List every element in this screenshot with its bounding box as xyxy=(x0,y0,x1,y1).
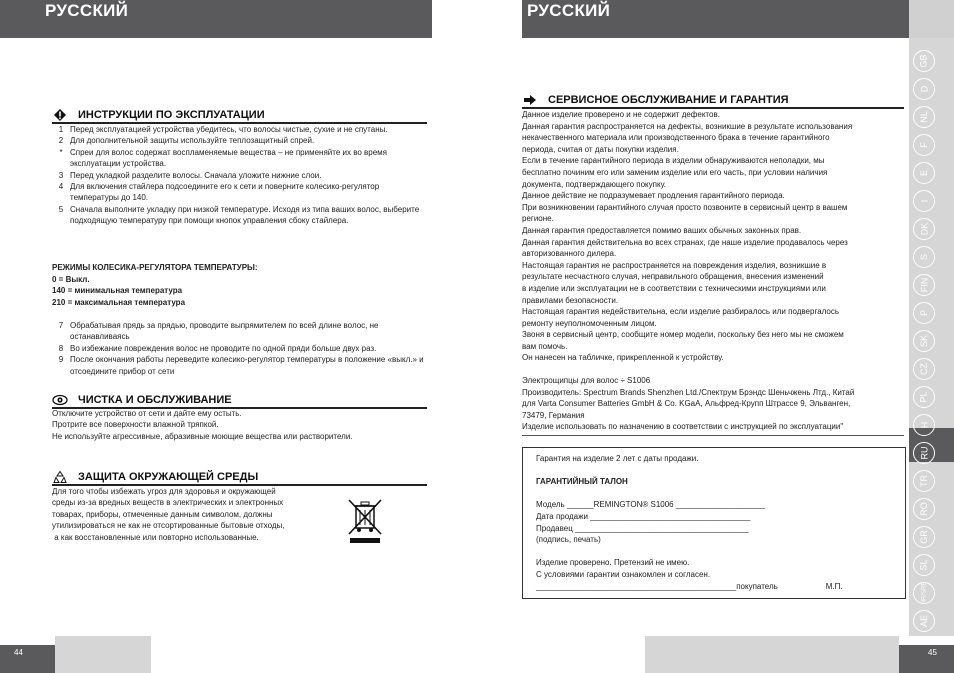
language-tab-label: CZ xyxy=(919,363,929,375)
language-tab-label: D xyxy=(919,85,929,93)
language-tab-label: SK xyxy=(918,334,929,348)
language-tab-ru[interactable] xyxy=(913,442,935,464)
language-tab-label: SL xyxy=(918,559,929,571)
language-tab-label: AE xyxy=(918,614,929,628)
language-tab-i[interactable] xyxy=(913,190,935,212)
language-tab-pl[interactable] xyxy=(913,386,935,408)
language-tab-label: P xyxy=(918,309,929,317)
recycle-icon xyxy=(52,470,68,484)
modes-block xyxy=(52,262,428,308)
language-tab-h[interactable] xyxy=(913,414,935,436)
coupon-buyer: _____________________________________________покупатель xyxy=(536,581,778,591)
language-tab-dk[interactable] xyxy=(913,218,935,240)
language-tab-fin[interactable] xyxy=(913,274,935,296)
language-tab-gb[interactable] xyxy=(913,50,935,72)
right-page-number: 45 xyxy=(928,648,937,657)
left-footer-bar xyxy=(0,645,55,673)
crossed-bin-icon xyxy=(346,498,384,544)
language-tab-label: H xyxy=(919,421,929,429)
service-title: СЕРВИСНОЕ ОБСЛУЖИВАНИЕ И ГАРАНТИЯ xyxy=(548,94,789,106)
instructions-list-2: 7 Обрабатывая прядь за прядью, проводите выпрямителем по всей длине волос, не останавливаясь 8 Во избежание повреждения волос не проводите по одной пряди больше двух раз. 9 После окончания работы переведите колесико-регулятор температуры в положение «выкл.» и отсоедините прибор от сети xyxy=(58,321,424,376)
coupon-checked: Изделие проверено. Претензий не имею. xyxy=(536,558,690,568)
language-tab-label: S xyxy=(918,253,929,261)
modes-title: РЕЖИМЫ КОЛЕСИКА-РЕГУЛЯТОРА ТЕМПЕРАТУРЫ: xyxy=(52,263,258,272)
language-tab-f[interactable] xyxy=(913,134,935,156)
language-tab-label: E xyxy=(918,169,929,177)
coupon-seller: Продавец _______________________________________ xyxy=(536,523,749,533)
mode-1: 140 = минимальная температура xyxy=(52,286,183,295)
instructions-list: 1 Перед эксплуатацией устройства убедитесь, что волосы чистые, сухие и не спутаны. 2 Для дополнительной защиты используйте теплозащитный спрей. * Спреи для волос содержат воспламеняемые вещества – не применяйте их во время эксплуатации устройства. 3 Перед укладкой разделите волосы. Сначала уложите нижние слои. 4 Для включения стайлера подсоедините его к сети и поверните колесико-регулятор температуры до 140. 5 Сначала выполните укладку при низкой температуре. Исходя из типа ваших волос, выберите подходящую температуру при помощи кнопок управления сбоку стайлера. xyxy=(58,125,420,226)
language-tab-label: PL xyxy=(918,391,929,403)
language-tab-e[interactable] xyxy=(913,162,935,184)
right-footer-light xyxy=(645,636,899,673)
language-tab-label: GB xyxy=(918,54,929,68)
language-tab-label: F xyxy=(919,142,929,148)
language-tab-d[interactable] xyxy=(913,78,935,100)
coupon-sign: (подпись, печать) xyxy=(536,535,601,545)
language-tab-label: RU xyxy=(919,446,929,460)
language-tab-label: TR xyxy=(919,475,929,487)
environment-heading xyxy=(52,470,258,484)
right-header-title: РУССКИЙ xyxy=(527,1,611,20)
environment-text: Для того чтобы избежать угроз для здоровья и окружающей среды из-за вредных веществ в электрических и электронных товарах, приборы, отмеченные данным символом, должны утилизироваться не как не отсортированные бытовые отходы, а как восстановленные или повторно использованные. xyxy=(52,487,285,542)
language-tab-ae[interactable] xyxy=(913,610,935,632)
left-page-number: 44 xyxy=(14,648,23,657)
service-heading xyxy=(522,93,789,107)
product-info: Электрощипцы для волос ÷ S1006 Производитель: Spectrum Brands Shenzhen Ltd./Спектрум Брэндс Шеньчжень Лтд., Китай для Varta Consumer Batteries GmbH & Co. KGaA, Альфред-Крупп Штрассе 9, Эльванген, 73479, Германия Изделие использовать по назначению в соответствии с инструкцией по эксплуатации" xyxy=(522,376,855,432)
language-tab-tr[interactable] xyxy=(913,470,935,492)
product-info-rule xyxy=(522,435,904,436)
service-text: Данное изделие проверено и не содержит дефектов. Данная гарантия распространяется на дефекты, возникшие в результате использования некачественного материала или производственного брака в течение гарантийного периода, считая от даты покупки изделия. Если в течение гарантийного периода в изделии обнаруживаются неполадки, мы бесплатно починим его или заменим изделие или его часть, при условии наличия документа, подтверждающего покупку. Данное действие не подразумевает продления гарантийного периода. При возникновении гарантийного случая просто позвоните в сервисный центр в вашем регионе. Данная гарантия предоставляется помимо ваших обычных законных прав. Данная гарантия действительна во всех странах, где наше изделие продавалось через авторизованного дилера. Настоящая гарантия не распространяется на повреждения изделия, возникшие в результате несчастного случая, неправильного обращения, внесения изменений в изделие или эксплуатации не в соответствии с техническими инструкциями или правилами безопасности. Настоящая гарантия недействительна, если изделие разбиралось или подвергалось ремонту неуполномоченным лицом. Звоня в сервисный центр, сообщите номер модели, поскольку без него мы не сможем вам помочь. Он нанесен на табличке, прикрепленной к устройству. xyxy=(522,110,853,363)
language-tab-label: NL xyxy=(918,111,929,123)
instructions-heading xyxy=(52,108,265,122)
coupon-line1: Гарантия на изделие 2 лет с даты продажи. xyxy=(536,454,699,463)
mode-0: 0 = Выкл. xyxy=(52,274,90,284)
language-tab-label: RO xyxy=(919,502,929,516)
mode-2: 210 = максимальная температура xyxy=(52,297,186,307)
coupon-sale-date: Дата продажи ____________________________________ xyxy=(536,511,751,521)
coupon-mp: М.П. xyxy=(825,581,843,591)
coupon-text xyxy=(536,453,896,592)
language-tab-label: GR xyxy=(919,530,929,544)
language-tab-hr-srb[interactable] xyxy=(913,582,935,604)
eye-icon xyxy=(52,393,68,407)
arrow-right-icon xyxy=(522,93,538,107)
environment-title: ЗАЩИТА ОКРУЖАЮЩЕЙ СРЕДЫ xyxy=(78,471,259,483)
language-tab-label: I xyxy=(918,199,929,203)
coupon-agree: С условиями гарантии ознакомлен и согласен. xyxy=(536,569,711,579)
language-tab-s[interactable] xyxy=(913,246,935,268)
language-tab-label: DK xyxy=(918,222,929,236)
cleaning-heading xyxy=(52,393,232,407)
cleaning-text: Отключите устройство от сети и дайте ему остыть. Протрите все поверхности влажной тряпкой. Не используйте агрессивные, абразивные моющие вещества или растворители. xyxy=(52,409,353,441)
exclamation-icon xyxy=(52,108,68,122)
language-tab-cz[interactable] xyxy=(913,358,935,380)
language-tab-nl[interactable] xyxy=(913,106,935,128)
cleaning-title: ЧИСТКА И ОБСЛУЖИВАНИЕ xyxy=(78,394,232,406)
instructions-title: ИНСТРУКЦИИ ПО ЭКСПЛУАТАЦИИ xyxy=(78,109,265,121)
coupon-model: Модель ______REMINGTON® S1006 ____________________ xyxy=(536,500,765,510)
right-header-light xyxy=(909,0,954,38)
right-footer-bar xyxy=(899,645,954,673)
left-footer-light xyxy=(55,636,151,673)
coupon-title: ГАРАНТИЙНЫЙ ТАЛОН xyxy=(536,477,628,487)
language-tab-gr[interactable] xyxy=(913,526,935,548)
left-header-title: РУССКИЙ xyxy=(45,1,129,20)
language-tab-ro[interactable] xyxy=(913,498,935,520)
language-tab-sl[interactable] xyxy=(913,554,935,576)
language-tab-label: FIN xyxy=(919,277,929,293)
language-tab-sk[interactable] xyxy=(913,330,935,352)
language-tab-p[interactable] xyxy=(913,302,935,324)
language-tab-label: HR/SRB xyxy=(921,581,928,605)
